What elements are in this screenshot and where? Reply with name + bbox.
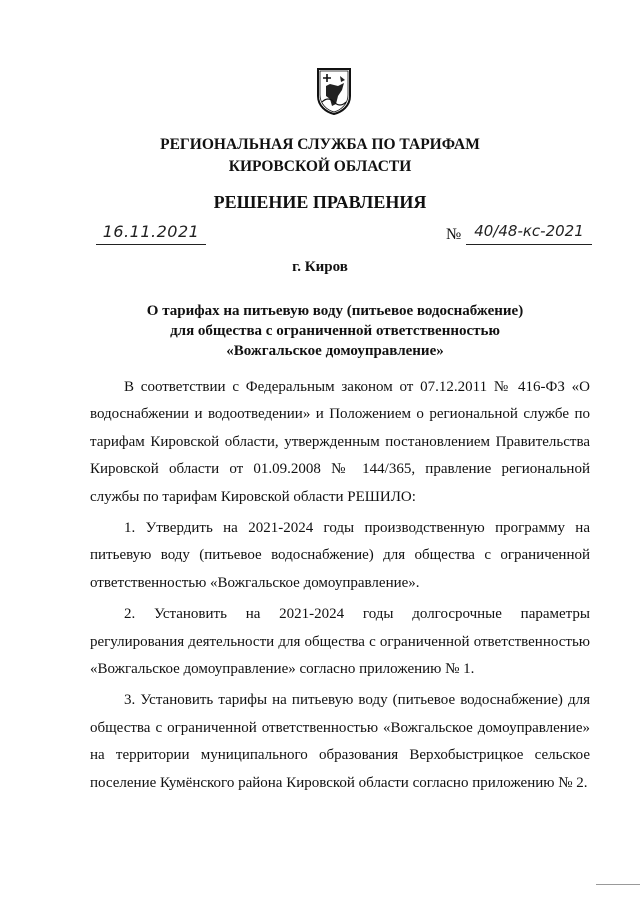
subject-line-2: для общества с ограниченной ответственностью [170,323,500,339]
document-type-title: РЕШЕНИЕ ПРАВЛЕНИЯ [213,192,427,212]
scan-edge-mark [596,884,640,895]
item-2-paragraph: 2. Установить на 2021-2024 годы долгосрочные параметры регулирования деятельности для общества с ограниченной ответственностью «Вожгальское домоуправление» согласно приложению № 1. [90,606,590,678]
decision-number: 40/48-кс-2021 [466,222,592,245]
decision-date: 16.11.2021 [96,222,206,245]
document-subject [100,301,570,361]
item-1-paragraph: 1. Утвердить на 2021-2024 годы производственную программу на питьевую воду (питьевое водоснабжение) для общества с ограниченной ответственностью «Вожгальское домоуправление». [90,520,590,591]
preamble-paragraph: В соответствии с Федеральным законом от 07.12.2011 № 416-ФЗ «О водоснабжении и водоотведении» и Положением о региональной службе по тарифам Кировской области, утвержденным постановлением Правительства Кировской области от 01.09.2008 № 144/365, правление региональной службы по тарифам Кировской области РЕШИЛО: [90,379,590,505]
coat-of-arms-emblem [314,66,354,116]
city: г. Киров [292,259,348,275]
organization-name [0,134,640,178]
subject-line-3: «Вожгальское домоуправление» [226,343,444,359]
org-line-1: РЕГИОНАЛЬНАЯ СЛУЖБА ПО ТАРИФАМ [160,136,480,153]
document-body [90,374,590,797]
number-sign: № [446,226,462,243]
item-3-paragraph: 3. Установить тарифы на питьевую воду (питьевое водоснабжение) для общества с ограниченной ответственностью «Вожгальское домоуправление» на территории муниципального образования Верхобыстрицкое сельское поселение Кумёнского района Кировской области согласно приложению № 2. [90,692,590,791]
subject-line-1: О тарифах на питьевую воду (питьевое водоснабжение) [146,303,524,319]
org-line-2: КИРОВСКОЙ ОБЛАСТИ [228,158,412,175]
